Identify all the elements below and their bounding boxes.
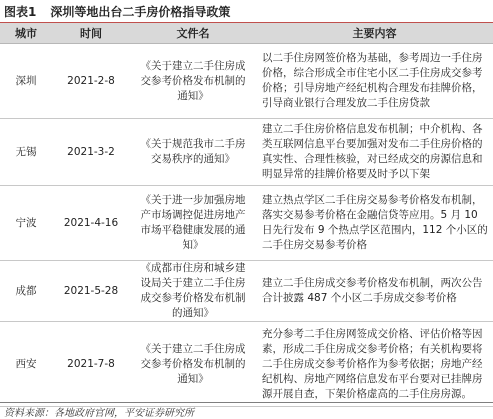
source-note: 资料来源：各地政府官网，平安证券研究所: [0, 402, 493, 419]
table-row: [0, 261, 493, 322]
header-document: 文件名: [130, 23, 256, 44]
table-row: [0, 322, 493, 407]
content-cell: 建立二手住房成交参考价格发布机制，两次公告合计披露 487 个小区二手房成交参考价格: [256, 261, 493, 322]
table-row: [0, 44, 493, 119]
document-cell: 《关于进一步加强房地产市场调控促进房地产市场平稳健康发展的通知》: [130, 186, 256, 261]
header-date: 时间: [52, 23, 130, 44]
date-cell: 2021-2-8: [52, 44, 130, 119]
content-cell: 以二手住房网签价格为基础，参考周边一手住房价格，综合形成全市住宅小区二手住房成交参考价格；引导房地产经纪机构合理发布挂牌价格，引导商业银行合理发放二手住房贷款: [256, 44, 493, 119]
policy-table: [0, 23, 493, 407]
city-cell: 无锡: [0, 119, 52, 186]
date-cell: 2021-7-8: [52, 322, 130, 407]
header-content: 主要内容: [256, 23, 493, 44]
city-cell: 西安: [0, 322, 52, 407]
content-cell: 建立热点学区二手住房交易参考价格发布机制，落实交易参考价格在金融信贷等应用。5 月 10 日先行发布 9 个热点学区范围内，112 个小区的二手住房交易参考价格: [256, 186, 493, 261]
figure-title: 深圳等地出台二手房价格指导政策: [50, 4, 231, 19]
document-cell: 《关于建立二手住房成交参考价格发布机制的通知》: [130, 322, 256, 407]
table-row: [0, 186, 493, 261]
document-cell: 《关于建立二手住房成交参考价格发布机制的通知》: [130, 44, 256, 119]
city-cell: 成都: [0, 261, 52, 322]
table-caption: [0, 0, 493, 22]
header-city: 城市: [0, 23, 52, 44]
city-cell: 深圳: [0, 44, 52, 119]
content-cell: 建立二手住房价格信息发布机制；中介机构、各类互联网信息平台要加强对发布二手住房价格的真实性、合理性核验，对已经成交的房源信息和明显异常的挂牌价格要及时予以下架: [256, 119, 493, 186]
header-row: [0, 23, 493, 44]
table-row: [0, 119, 493, 186]
date-cell: 2021-3-2: [52, 119, 130, 186]
document-cell: 《关于规范我市二手房交易秩序的通知》: [130, 119, 256, 186]
figure-label: 图表1: [4, 4, 37, 19]
content-cell: 充分参考二手住房网签成交价格、评估价格等因素，形成二手住房成交参考价格；有关机构要将二手住房成交参考价格作为参考依据；房地产经纪机构、房地产网络信息发布平台要对已挂牌房源开展自查，下架价格虚高的二手住房房源。: [256, 322, 493, 407]
date-cell: 2021-5-28: [52, 261, 130, 322]
date-cell: 2021-4-16: [52, 186, 130, 261]
city-cell: 宁波: [0, 186, 52, 261]
document-cell: 《成都市住房和城乡建设局关于建立二手住房成交参考价格发布机制的通知》: [130, 261, 256, 322]
